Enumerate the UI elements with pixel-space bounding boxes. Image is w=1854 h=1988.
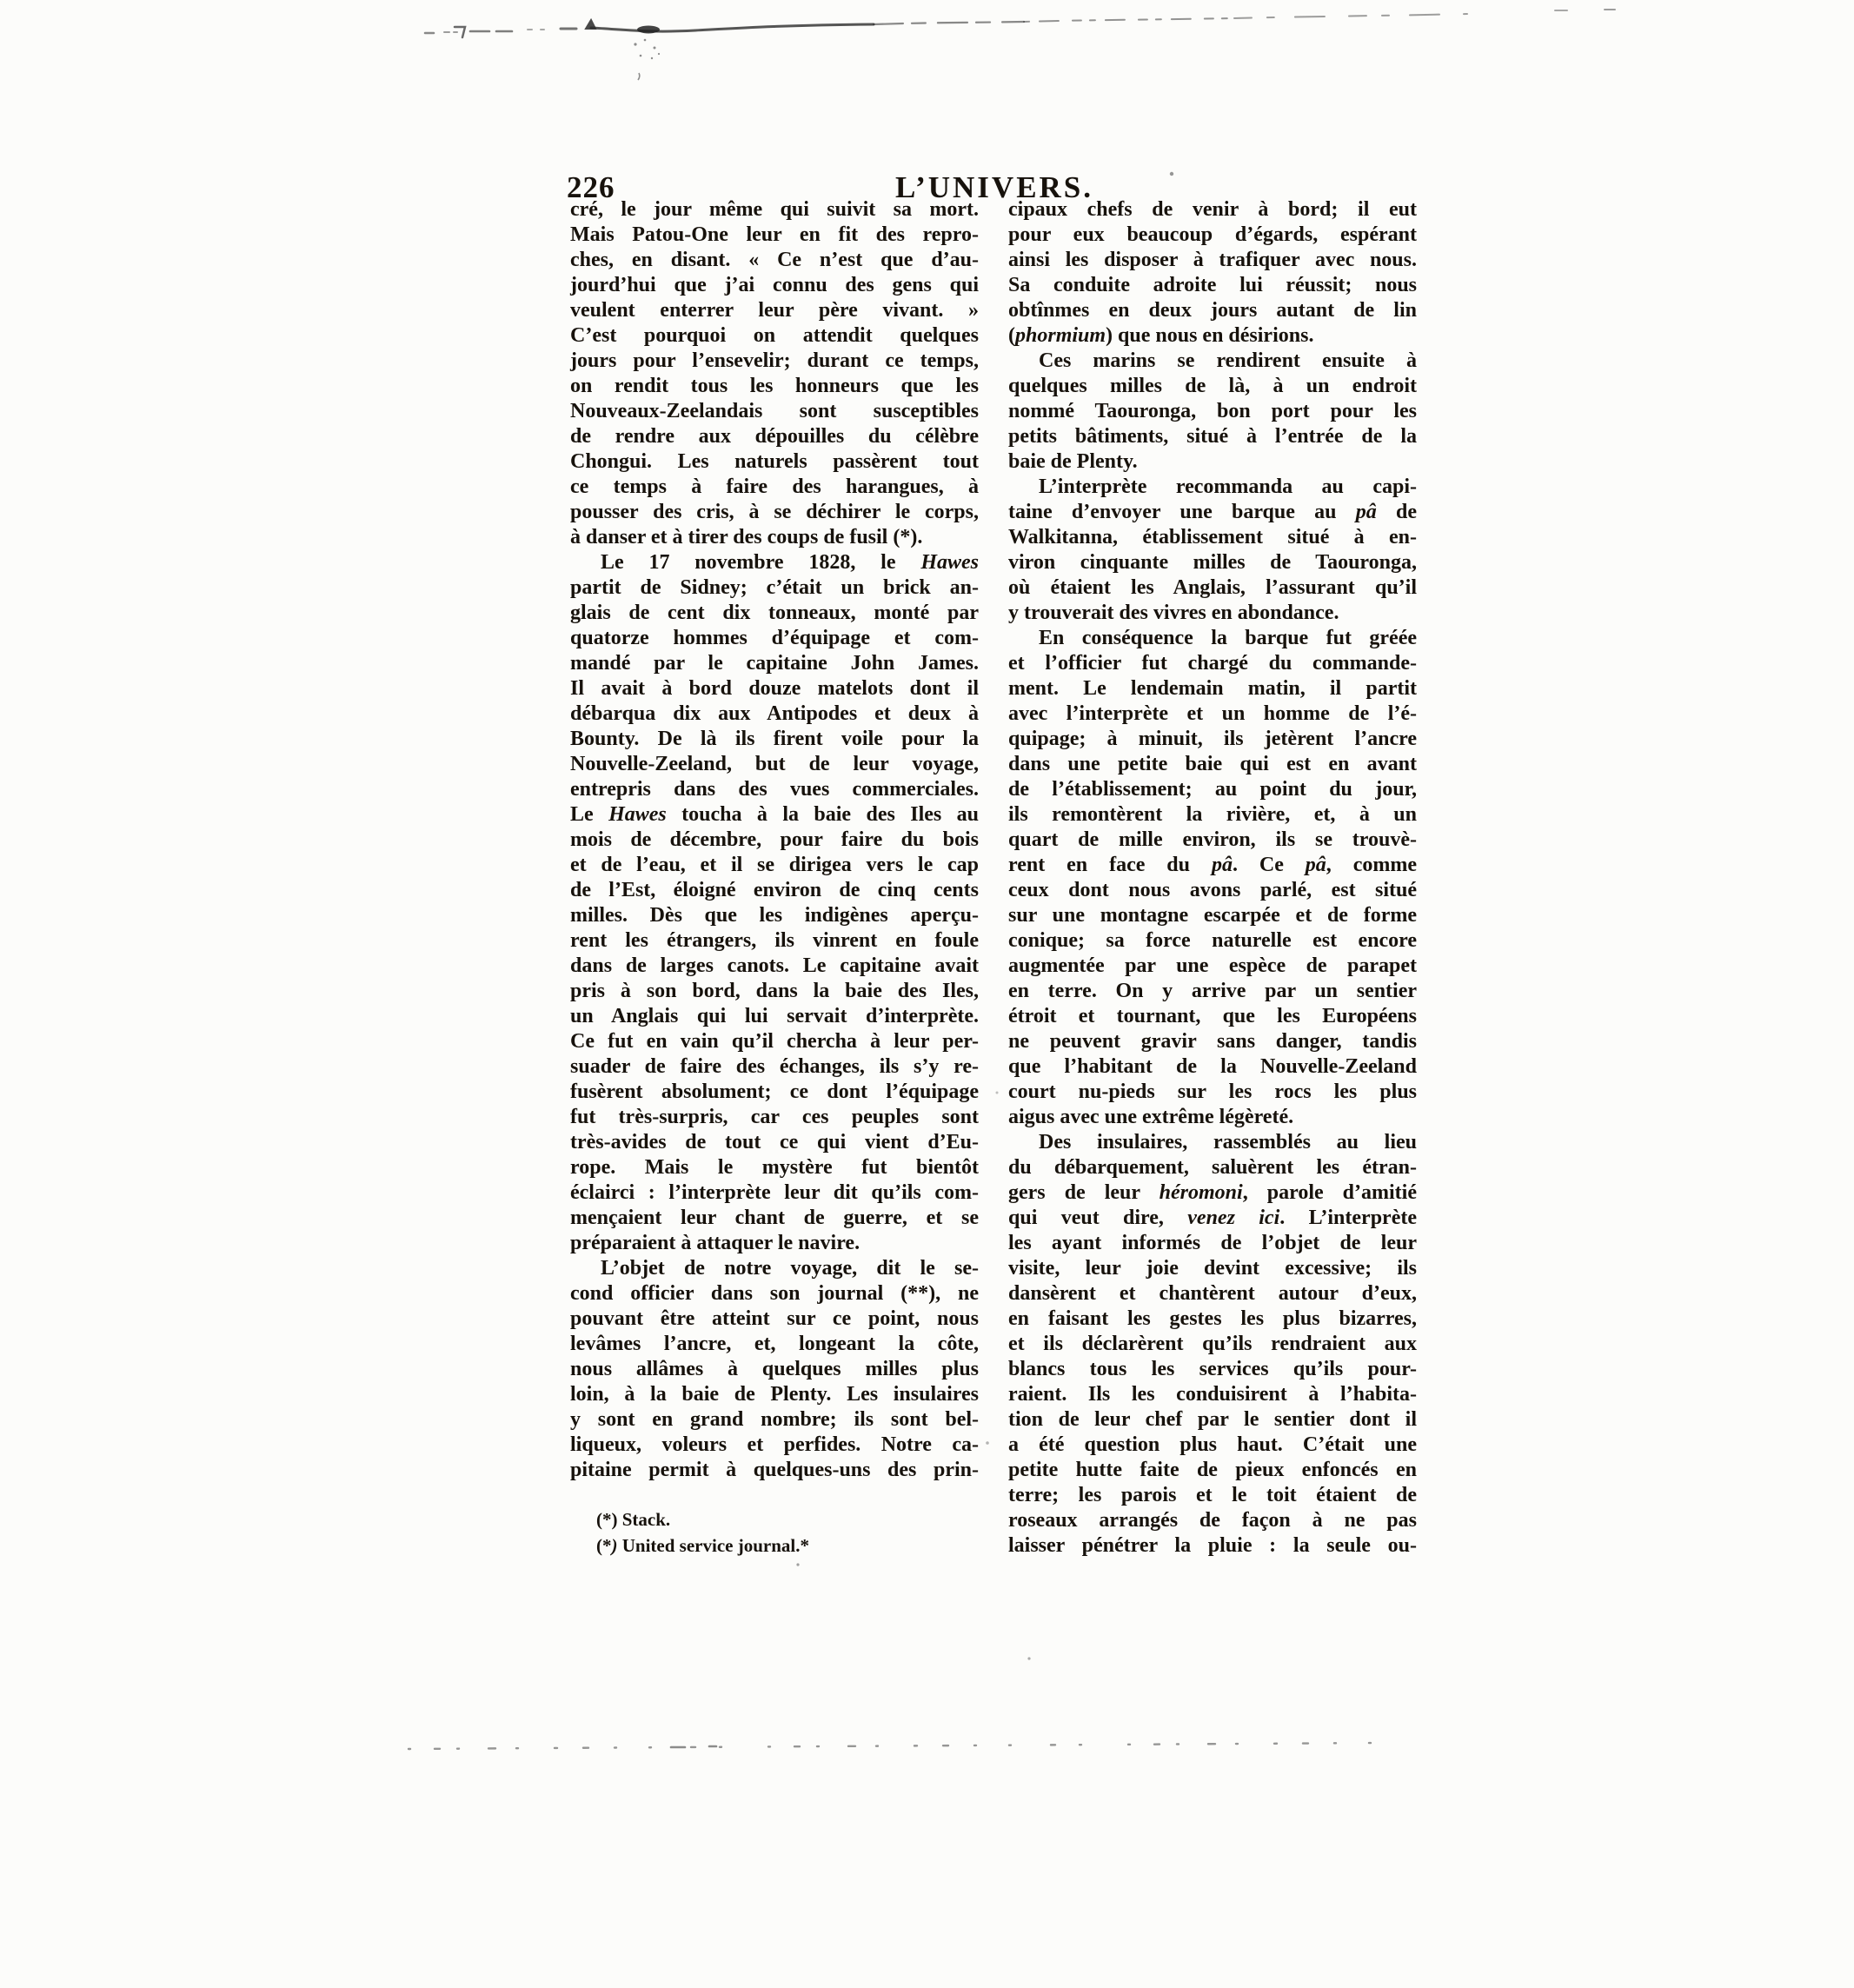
text-line: taine d’envoyer une barque au pâ de [1008, 501, 1418, 523]
text-line: Nouvelle-Zeeland, but de leur voyage, [570, 753, 979, 775]
page-number: 226 [567, 170, 615, 204]
text-line: pour eux beaucoup d’égards, espérant [1008, 223, 1417, 246]
text-line: glais de cent dix tonneaux, monté par [570, 602, 979, 624]
text-line: (phormium) que nous en désirions. [1008, 324, 1314, 347]
text-line: tion de leur chef par le sentier dont il [1008, 1408, 1417, 1431]
text-line: blancs tous les services qu’ils pour- [1008, 1358, 1417, 1380]
text-line: rent les étrangers, ils vinrent en foule [570, 929, 979, 952]
text-line: suader de faire des échanges, ils s’y re- [570, 1055, 979, 1078]
text-line: viron cinquante milles de Taouronga, [1008, 551, 1417, 574]
text-line: de l’Est, éloigné environ de cinq cents [570, 879, 979, 901]
text-line: Mais Patou-One leur en fit des repro- [570, 223, 979, 246]
text-line: pitaine permit à quelques-uns des prin- [570, 1459, 979, 1481]
text-line: sur une montagne escarpée et de forme [1008, 904, 1417, 927]
text-column-right [1008, 197, 1417, 1559]
text-line: nous allâmes à quelques milles plus [570, 1358, 979, 1380]
text-line: en faisant les gestes les plus bizarres, [1008, 1307, 1417, 1330]
text-line: En conséquence la barque fut gréée [1039, 627, 1417, 649]
text-line: raient. Ils les conduisirent à l’habita- [1008, 1383, 1417, 1406]
text-line: débarqua dix aux Antipodes et deux à [570, 702, 979, 725]
text-line: Walkitanna, établissement situé à en- [1008, 526, 1417, 549]
scan-artifact-bottom-line [409, 1743, 1382, 1749]
text-line: pousser des cris, à se déchirer le corps, [570, 501, 979, 523]
text-line: levâmes l’ancre, et, longeant la côte, [570, 1333, 979, 1355]
text-line: rent en face du pâ. Ce pâ, comme [1008, 854, 1418, 876]
footnote-line: (*) United service journal.* [596, 1535, 809, 1556]
text-line: avec l’interprète et un homme de l’é- [1008, 702, 1417, 725]
text-line: jourd’hui que j’ai connu des gens qui [570, 274, 979, 296]
text-line: en terre. On y arrive par un sentier [1008, 980, 1417, 1002]
text-line: qui veut dire, venez ici. L’interprète [1008, 1207, 1417, 1229]
text-line: on rendit tous les honneurs que les [570, 375, 979, 397]
text-line: L’interprète recommanda au capi- [1039, 475, 1417, 498]
text-line: aigus avec une extrême légèreté. [1008, 1106, 1294, 1128]
text-line: quart de mille environ, ils se trouvè- [1008, 828, 1417, 851]
text-line: entrepris dans des vues commerciales. [570, 778, 979, 801]
text-line: ceux dont nous avons parlé, est situé [1008, 879, 1417, 901]
text-line: Bounty. De là ils firent voile pour la [570, 728, 979, 750]
text-line: partit de Sidney; c’était un brick an- [570, 576, 979, 599]
text-line: quatorze hommes d’équipage et com- [570, 627, 979, 649]
text-line: où étaient les Anglais, l’assurant qu’il [1008, 576, 1417, 599]
text-line: dans une petite baie qui est en avant [1008, 753, 1417, 775]
text-line: Nouveaux-Zeelandais sont susceptibles [570, 400, 979, 422]
text-line: ment. Le lendemain matin, il partit [1008, 677, 1417, 700]
text-line: gers de leur héromoni, parole d’amitié [1008, 1181, 1417, 1204]
text-line: à danser et à tirer des coups de fusil (*). [570, 526, 923, 549]
text-line: ches, en disant. « Ce n’est que d’au- [570, 249, 979, 271]
text-line: laisser pénétrer la pluie : la seule ou- [1008, 1534, 1417, 1557]
text-line: pouvant être atteint sur ce point, nous [570, 1307, 979, 1330]
text-line: y sont en grand nombre; ils sont bel- [570, 1408, 979, 1431]
text-line: que l’habitant de la Nouvelle-Zeeland [1008, 1055, 1417, 1078]
text-line: jours pour l’ensevelir; durant ce temps, [570, 349, 979, 372]
text-line: cré, le jour même qui suivit sa mort. [570, 198, 979, 221]
running-title: L’UNIVERS. [894, 170, 1094, 204]
text-line: éclairci : l’interprète leur dit qu’ils com- [570, 1181, 979, 1204]
text-column-left [570, 197, 979, 1559]
text-line: dans de larges canots. Le capitaine avait [570, 954, 979, 977]
text-line: ainsi les disposer à trafiquer avec nous. [1008, 249, 1417, 271]
text-line: visite, leur joie devint excessive; ils [1008, 1257, 1417, 1280]
text-line: nommé Taouronga, bon port pour les [1008, 400, 1417, 422]
text-line: fusèrent absolument; ce dont l’équipage [570, 1080, 979, 1103]
text-line: Le Hawes toucha à la baie des Iles au [570, 803, 979, 826]
text-line: ce temps à faire des harangues, à [570, 475, 979, 498]
text-line: fut très-surpris, car ces peuples sont [570, 1106, 979, 1128]
text-line: pris à son bord, dans la baie des Iles, [570, 980, 979, 1002]
text-line: et l’officier fut chargé du commande- [1008, 652, 1417, 675]
text-line: et ils déclarèrent qu’ils rendraient aux [1008, 1333, 1417, 1355]
text-line: cond officier dans son journal (**), ne [570, 1282, 979, 1305]
text-line: de l’établissement; au point du jour, [1008, 778, 1417, 801]
text-line: court nu-pieds sur les rocs les plus [1008, 1080, 1417, 1103]
footnote-line: (*) Stack. [596, 1509, 671, 1530]
scan-artifact-top-line [425, 10, 1615, 37]
text-line: très-avides de tout ce qui vient d’Eu- [570, 1131, 979, 1154]
text-line: Ces marins se rendirent ensuite à [1039, 349, 1417, 372]
text-line: étroit et tournant, que les Européens [1008, 1005, 1417, 1027]
text-line: Il avait à bord douze matelots dont il [570, 677, 979, 700]
text-line: Sa conduite adroite lui réussit; nous [1008, 274, 1417, 296]
text-line: loin, à la baie de Plenty. Les insulaires [570, 1383, 979, 1406]
text-line: y trouverait des vivres en abondance. [1008, 602, 1339, 624]
text-line: Le 17 novembre 1828, le Hawes [601, 551, 979, 574]
text-line: quipage; à minuit, ils jetèrent l’ancre [1008, 728, 1417, 750]
text-line: de rendre aux dépouilles du célèbre [570, 425, 979, 448]
text-line: petits bâtiments, situé à l’entrée de la [1008, 425, 1417, 448]
text-line: mois de décembre, pour faire du bois [570, 828, 979, 851]
text-line: Chongui. Les naturels passèrent tout [570, 450, 979, 473]
text-line: terre; les parois et le toit étaient de [1008, 1484, 1417, 1506]
text-line: baie de Plenty. [1008, 450, 1138, 473]
text-line: et de l’eau, et il se dirigea vers le cap [570, 854, 979, 876]
text-line: petite hutte faite de pieux enfoncés en [1008, 1459, 1417, 1481]
text-line: les ayant informés de l’objet de leur [1008, 1232, 1417, 1254]
text-line: a été question plus haut. C’était une [1008, 1433, 1417, 1456]
text-line: mandé par le capitaine John James. [570, 652, 979, 675]
text-line: cipaux chefs de venir à bord; il eut [1008, 198, 1417, 221]
text-line: mençaient leur chant de guerre, et se [570, 1207, 979, 1229]
text-line: ils remontèrent la rivière, et, à un [1008, 803, 1417, 826]
text-line: préparaient à attaquer le navire. [570, 1232, 861, 1254]
text-line: augmentée par une espèce de parapet [1008, 954, 1417, 977]
text-line: L’objet de notre voyage, dit le se- [601, 1257, 979, 1280]
text-line: C’est pourquoi on attendit quelques [570, 324, 979, 347]
text-line: conique; sa force naturelle est encore [1008, 929, 1417, 952]
text-line: du débarquement, saluèrent les étran- [1008, 1156, 1417, 1179]
text-line: ne peuvent gravir sans danger, tandis [1008, 1030, 1417, 1053]
text-line: liqueux, voleurs et perfides. Notre ca- [570, 1433, 979, 1456]
text-line: Des insulaires, rassemblés au lieu [1039, 1131, 1417, 1154]
scan-artifact-smudge [634, 39, 660, 80]
text-line: quelques milles de là, à un endroit [1008, 375, 1417, 397]
text-line: rope. Mais le mystère fut bientôt [570, 1156, 979, 1179]
text-line: un Anglais qui lui servait d’interprète. [570, 1005, 979, 1027]
text-line: obtînmes en deux jours autant de lin [1008, 299, 1417, 322]
text-line: veulent enterrer leur père vivant. » [570, 299, 979, 322]
text-line: roseaux arrangés de façon à ne pas [1008, 1509, 1417, 1532]
text-line: dansèrent et chantèrent autour d’eux, [1008, 1282, 1417, 1305]
text-line: milles. Dès que les indigènes aperçu- [570, 904, 979, 927]
text-line: Ce fut en vain qu’il chercha à leur per- [570, 1030, 979, 1053]
